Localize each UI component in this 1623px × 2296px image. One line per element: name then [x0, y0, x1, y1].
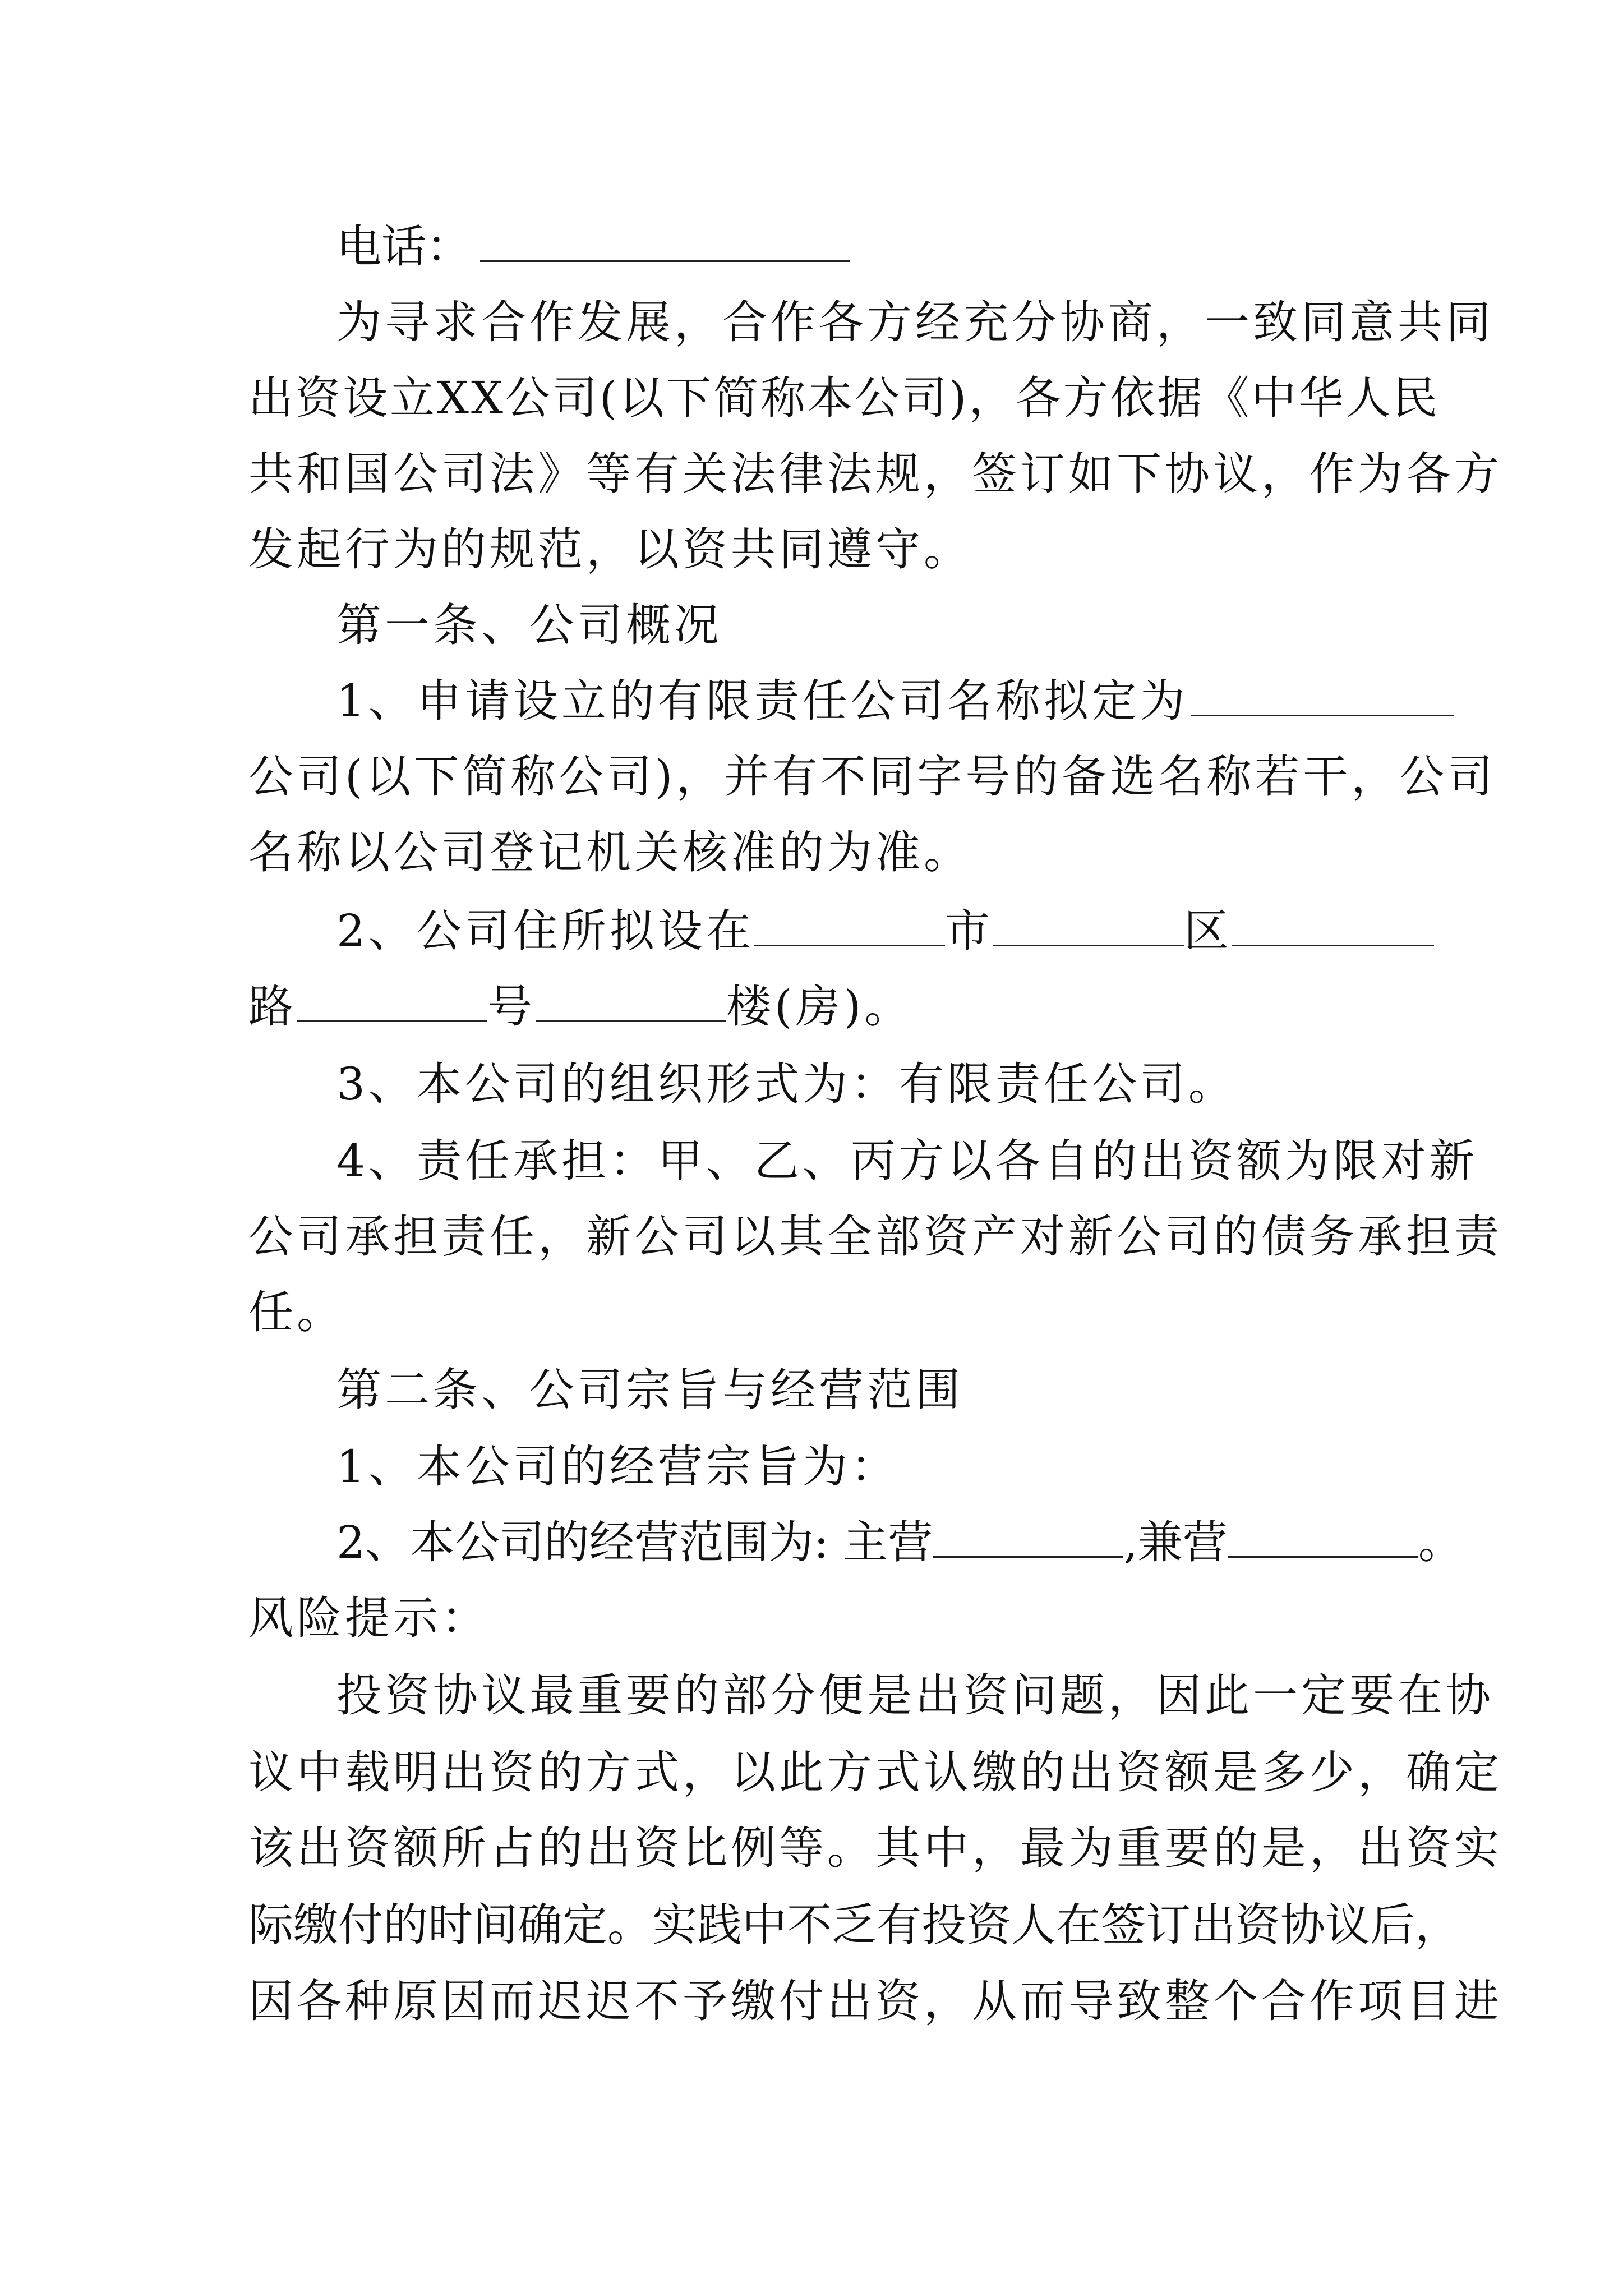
phone-line — [336, 208, 897, 286]
risk-title: 风险提示： — [248, 1592, 490, 1644]
article1-item1-line1 — [336, 662, 1454, 740]
business-scope-end: 。 — [1418, 1516, 1463, 1568]
side-business-blank — [1228, 1516, 1418, 1558]
article1-title: 第一条、公司概况 — [336, 599, 722, 651]
business-scope-mid: ,兼营 — [1123, 1516, 1228, 1568]
road-label: 路 — [248, 981, 297, 1033]
article1-item1-line3: 名称以公司登记机关核准的为准。 — [248, 826, 972, 878]
risk-line-4: 际缴付的时间确定。实践中不乏有投资人在签订出资协议后， — [248, 1899, 1460, 1951]
intro-line-3: 共和国公司法》等有关法律法规，签订如下协议，作为各方 — [248, 448, 1502, 500]
article2-item1: 1、本公司的经营宗旨为： — [336, 1441, 899, 1493]
company-name-blank — [1191, 674, 1454, 716]
article1-item4-line2: 公司承担责任，新公司以其全部资产对新公司的债务承担责 — [248, 1211, 1502, 1263]
risk-line-1: 投资协议最重要的部分便是出资问题，因此一定要在协 — [336, 1669, 1494, 1722]
risk-line-3: 该出资额所占的出资比例等。其中，最为重要的是，出资实 — [248, 1822, 1502, 1874]
risk-line-2: 议中载明出资的方式，以此方式认缴的出资额是多少，确定 — [248, 1746, 1502, 1798]
article1-item4-line1: 4、责任承担：甲、乙、丙方以各自的出资额为限对新 — [336, 1135, 1478, 1187]
address-prefix: 2、公司住所拟设在 — [336, 905, 754, 957]
intro-line-2: 出资设立XX公司(以下简称本公司)，各方依据《中华人民 — [248, 372, 1440, 424]
number-label: 号 — [487, 981, 536, 1033]
intro-line-1: 为寻求合作发展，合作各方经充分协商，一致同意共同 — [336, 296, 1494, 348]
main-business-blank — [933, 1516, 1123, 1558]
risk-line-5: 因各种原因而迟迟不予缴付出资，从而导致整个合作项目进 — [248, 1975, 1502, 2027]
road-blank — [1232, 904, 1434, 946]
article1-item4-line3: 任。 — [248, 1286, 345, 1338]
article2-item2 — [336, 1503, 1463, 1582]
article1-item1-text: 1、申请设立的有限责任公司名称拟定为 — [336, 675, 1188, 727]
number-blank — [297, 980, 487, 1022]
business-scope-prefix: 2、本公司的经营范围为: 主营 — [336, 1516, 933, 1568]
phone-label: 电话： — [336, 220, 471, 273]
floor-blank — [536, 980, 726, 1022]
article1-item2-line2 — [248, 968, 912, 1046]
intro-line-4: 发起行为的规范，以资共同遵守。 — [248, 523, 972, 576]
district-blank — [993, 904, 1184, 946]
article2-title: 第二条、公司宗旨与经营范围 — [336, 1364, 963, 1416]
city-label: 市 — [944, 905, 993, 957]
phone-blank — [480, 220, 850, 262]
city-blank — [754, 904, 945, 946]
article1-item1-line2: 公司(以下简称公司)，并有不同字号的备选名称若干，公司 — [248, 751, 1496, 803]
district-label: 区 — [1183, 905, 1232, 957]
floor-label: 楼(房)。 — [726, 981, 913, 1033]
article1-item3: 3、本公司的组织形式为：有限责任公司。 — [336, 1058, 1237, 1110]
article1-item2-line1 — [336, 892, 1434, 970]
